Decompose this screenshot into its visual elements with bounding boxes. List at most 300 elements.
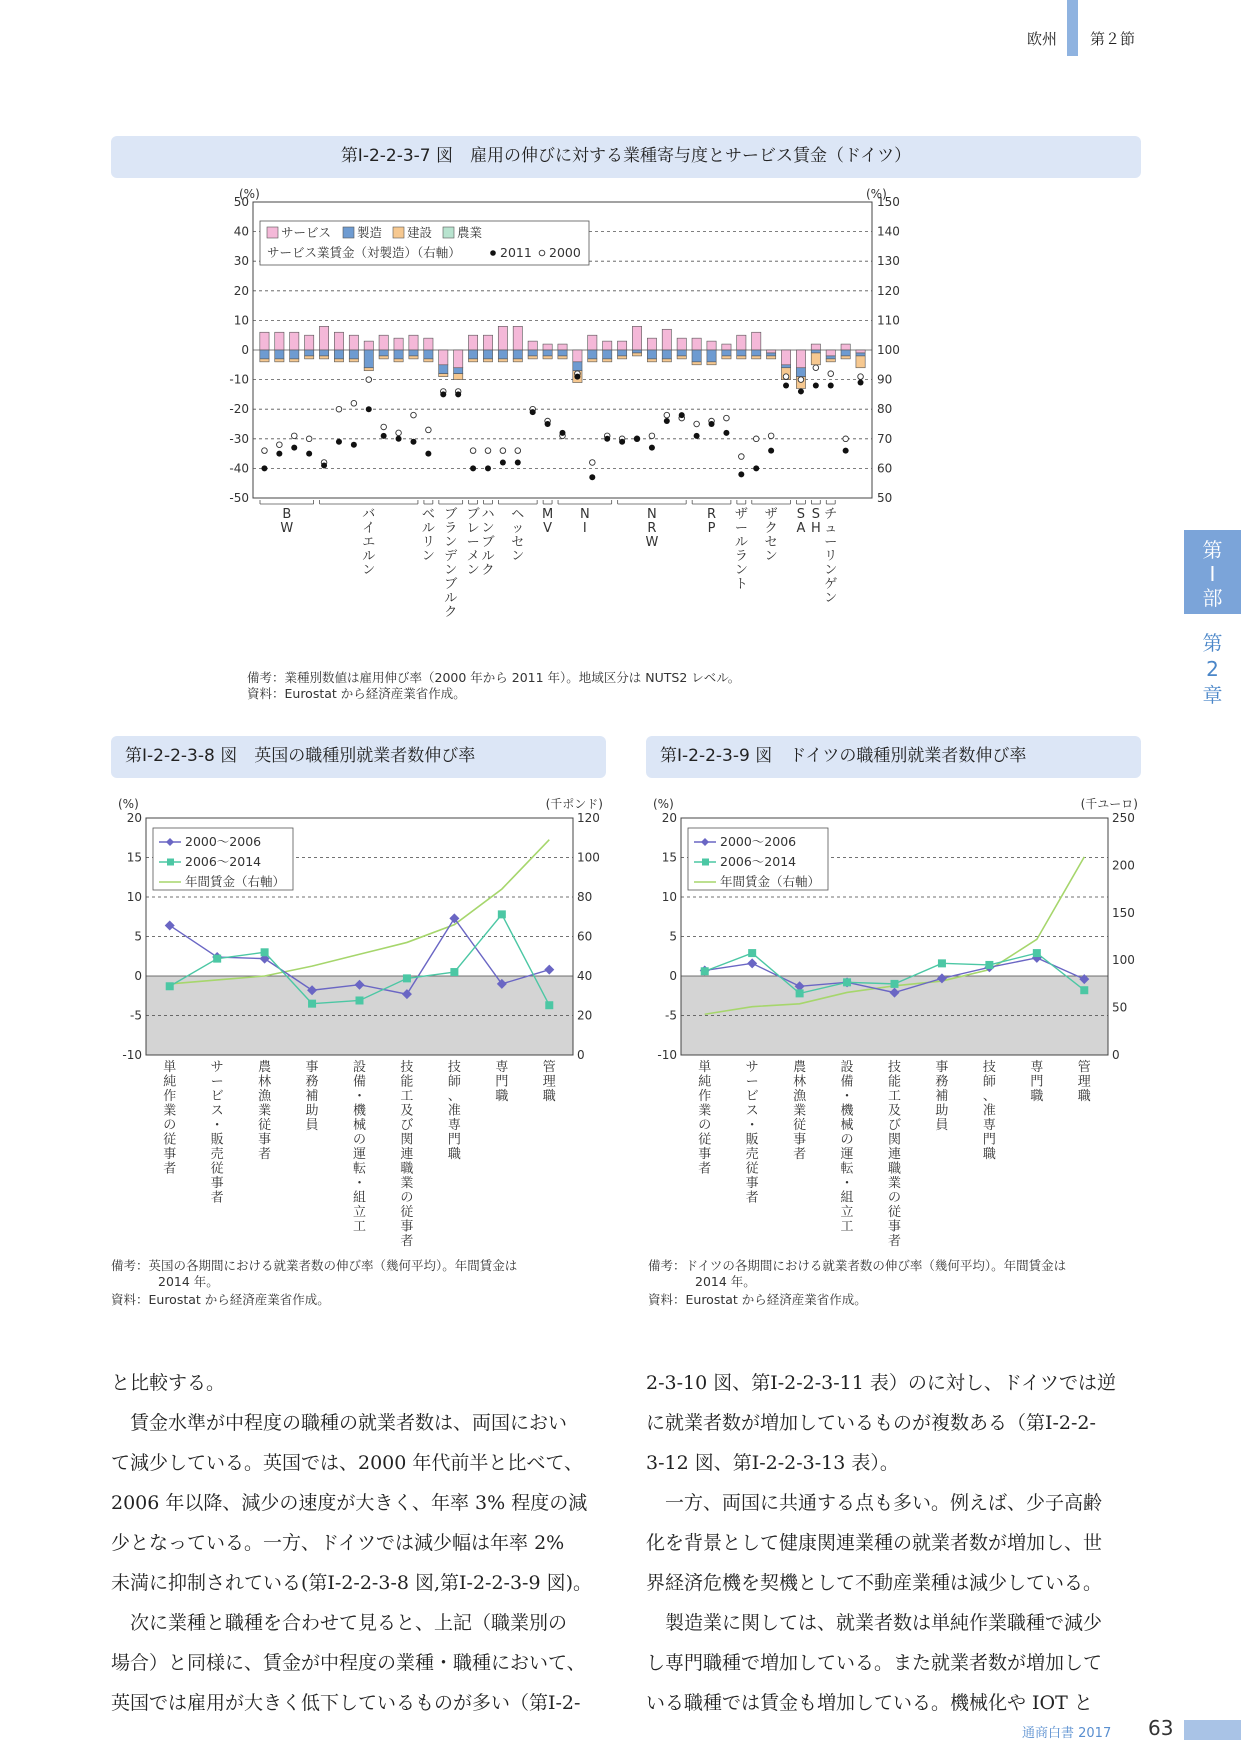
fig3-y-tick: 10 — [661, 890, 677, 904]
fig2-legend-label: 2000〜2006 — [185, 834, 262, 849]
fig1-bar — [856, 353, 865, 356]
footer-title: 通商白書 2017 — [1022, 1726, 1112, 1741]
fig1-bar — [528, 356, 537, 359]
fig2-category-label: 設備・機械の運転・組立工 — [352, 1060, 367, 1235]
body-line: 賃金水準が中程度の職種の就業者数は、両国におい — [111, 1412, 568, 1434]
fig1-y2-tick: 50 — [877, 491, 893, 505]
fig1-bar — [588, 335, 597, 350]
fig1-bar — [826, 359, 835, 362]
fig1-bar — [498, 350, 507, 359]
fig2-title: 第Ⅰ-2-2-3-8 図 英国の職種別就業者数伸び率 — [111, 736, 606, 778]
fig3-point-2006-2014 — [985, 961, 993, 969]
fig1-dot-2000 — [500, 448, 506, 454]
fig2-y-tick: 0 — [134, 969, 142, 983]
fig1-dot-2011 — [470, 465, 476, 471]
fig1-bar — [260, 332, 269, 350]
body-line: 2-3-10 図、第Ⅰ-2-2-3-11 表）のに対し、ドイツでは逆 — [646, 1372, 1116, 1394]
body-line: に就業者数が増加しているものが複数ある（第Ⅰ-2-2- — [646, 1412, 1096, 1434]
fig2-category-label: 事務補助員 — [305, 1060, 319, 1133]
fig1-bar — [275, 359, 284, 362]
fig1-dot-2011 — [783, 383, 789, 389]
fig1-bar — [558, 350, 567, 356]
fig1-dot-2011 — [574, 374, 580, 380]
fig1-bar — [603, 341, 612, 350]
fig2-category-label: 農林漁業従事者 — [258, 1060, 272, 1162]
fig1-dot-2011 — [351, 442, 357, 448]
fig1-bar — [439, 350, 448, 365]
body-line: 次に業種と職種を合わせて見ると、上記（職業別の — [111, 1612, 568, 1634]
fig1-bar — [543, 344, 552, 350]
fig1-dot-2000 — [694, 421, 700, 427]
fig2-legend-label: 2006〜2014 — [185, 854, 262, 869]
fig1-dot-2011 — [425, 451, 431, 457]
fig1-dot-2000 — [381, 424, 387, 430]
fig1-bar — [677, 338, 686, 350]
fig2-y-tick: 15 — [126, 850, 142, 865]
fig1-bar — [677, 350, 686, 356]
fig1-bar — [632, 350, 641, 353]
fig1-group-label: ザールラント — [734, 507, 748, 592]
chapter-tab-label: 第 2 章 — [1202, 631, 1223, 707]
fig1-dot-2011 — [709, 421, 715, 427]
fig2-point-2006-2014 — [166, 982, 174, 990]
fig2-y-tick: -10 — [122, 1048, 142, 1062]
fig1-dot-2011 — [634, 436, 640, 442]
fig1-bar — [692, 350, 701, 362]
fig1-dot-2011 — [545, 421, 551, 427]
body-line: し専門職種で増加している。また就業者数が増加して — [646, 1652, 1103, 1674]
fig1-bar — [826, 350, 835, 356]
fig2-category-label: 単純作業の従事者 — [163, 1060, 177, 1177]
fig1-bar — [513, 326, 522, 350]
fig1-dot-2011 — [515, 459, 521, 465]
fig3-y2-tick: 250 — [1112, 811, 1135, 825]
fig1-y2-tick: 130 — [877, 254, 900, 269]
fig1-bar — [632, 326, 641, 350]
fig2-category-label: 技師、准専門職 — [447, 1060, 461, 1162]
fig2-y-tick: 5 — [134, 929, 142, 944]
fig1-legend-dot-2000 — [539, 250, 545, 256]
fig1-bar — [722, 344, 731, 350]
fig1-bar — [617, 350, 626, 356]
fig3-y2-tick: 200 — [1112, 858, 1135, 873]
fig1-bar — [498, 326, 507, 350]
fig1-y-tick: 50 — [233, 195, 249, 209]
fig1-group-label: N R W — [645, 507, 659, 550]
fig1-dot-2000 — [336, 406, 342, 412]
fig2-point-2006-2014 — [356, 996, 364, 1004]
fig1-bar — [767, 353, 776, 356]
fig1-group-label: ブレーメン — [466, 507, 480, 578]
fig1-bar — [662, 350, 671, 359]
fig1-y2-tick: 80 — [877, 402, 893, 417]
fig1-bar — [811, 350, 820, 353]
fig2-y2-tick: 100 — [577, 850, 600, 865]
fig1-dot-2011 — [306, 451, 312, 457]
fig1-dot-2011 — [813, 383, 819, 389]
fig1-dot-2011 — [753, 465, 759, 471]
fig1-bar — [439, 365, 448, 374]
fig1-legend-label: 農業 — [457, 225, 483, 240]
fig1-dot-2000 — [426, 427, 432, 433]
fig1-bar — [409, 356, 418, 359]
fig1-group-label: ザクセン — [764, 507, 778, 564]
fig1-dot-2000 — [396, 430, 402, 436]
fig1-bar — [722, 350, 731, 356]
fig1-title: 第Ⅰ-2-2-3-7 図 雇用の伸びに対する業種寄与度とサービス賃金（ドイツ） — [111, 136, 1141, 178]
fig1-legend-2000: 2000 — [549, 245, 581, 260]
fig1-bar — [424, 359, 433, 362]
fig1-dot-2011 — [604, 436, 610, 442]
fig1-dot-2000 — [843, 436, 849, 442]
fig3-category-label: 専門職 — [1030, 1060, 1044, 1104]
fig3-y2-unit: (千ユーロ) — [1080, 797, 1138, 811]
fig1-bar — [349, 350, 358, 359]
fig3-category-label: 技能工及び関連職業の従事者 — [887, 1060, 902, 1249]
fig1-bar — [752, 356, 761, 359]
fig3-category-label: 技師、准専門職 — [982, 1060, 996, 1162]
fig1-dot-2000 — [470, 448, 476, 454]
fig3-point-2006-2014 — [891, 980, 899, 988]
fig1-bar — [439, 374, 448, 377]
fig1-y2-tick: 60 — [877, 461, 893, 476]
fig1-bar — [752, 350, 761, 356]
fig1-bar — [334, 332, 343, 350]
fig2-category-label: 専門職 — [495, 1060, 509, 1104]
fig1-bar — [275, 332, 284, 350]
fig3-legend-label: 2006〜2014 — [720, 854, 797, 869]
fig3-y2-tick: 100 — [1112, 953, 1135, 968]
fig1-dot-2011 — [321, 462, 327, 468]
fig1-group-label: N I — [579, 507, 590, 536]
fig1-bar — [781, 365, 790, 368]
fig1-bar — [513, 350, 522, 359]
fig2-point-2006-2014 — [450, 968, 458, 976]
fig1-bar — [275, 350, 284, 359]
fig1-dot-2011 — [261, 465, 267, 471]
fig2-chart — [111, 788, 611, 1250]
fig1-bar — [468, 350, 477, 359]
fig1-bar — [543, 350, 552, 356]
fig1-bar — [796, 350, 805, 368]
fig1-dot-2011 — [858, 380, 864, 386]
fig1-y2-unit: (%) — [866, 187, 887, 201]
fig3-point-2000-2006 — [747, 958, 757, 968]
fig1-bar — [707, 362, 716, 365]
fig2-note-cont: 2014 年。 — [158, 1274, 219, 1289]
fig2-category-label: 技能工及び関連職業の従事者 — [400, 1060, 414, 1249]
fig1-legend-swatch — [267, 227, 278, 238]
fig3-y-tick: -10 — [657, 1048, 677, 1062]
body-left-column — [111, 1363, 611, 1723]
fig2-point-2000-2006 — [544, 965, 554, 975]
fig1-dot-2011 — [589, 474, 595, 480]
fig1-group-label: S A — [796, 507, 806, 536]
fig2-legend-label: 年間賃金（右軸） — [185, 874, 286, 889]
fig1-bar — [290, 359, 299, 362]
fig1-y-tick: -20 — [229, 402, 249, 417]
fig1-bar — [826, 356, 835, 359]
fig1-bar — [290, 350, 299, 359]
fig1-bar — [737, 356, 746, 359]
fig3-y-tick: 20 — [661, 811, 677, 825]
fig1-dot-2011 — [410, 439, 416, 445]
fig3-source: 資料：Eurostat から経済産業省作成。 — [648, 1292, 867, 1307]
body-line: 2006 年以降、減少の速度が大きく、年率 3% 程度の減 — [111, 1492, 588, 1514]
header-section: 第２節 — [1090, 30, 1136, 48]
fig1-group-label: B W — [280, 507, 294, 536]
fig1-bar — [513, 359, 522, 362]
fig1-bar — [468, 335, 477, 350]
fig1-dot-2011 — [768, 448, 774, 454]
fig3-legend-square — [702, 859, 709, 866]
fig3-category-label: 農林漁業従事者 — [793, 1060, 807, 1162]
fig3-y-tick: 5 — [669, 929, 677, 944]
fig1-bar — [722, 356, 731, 359]
fig1-bar — [767, 356, 776, 359]
fig3-category-label: 事務補助員 — [935, 1060, 949, 1133]
fig3-point-2006-2014 — [843, 978, 851, 986]
fig1-bar — [528, 341, 537, 350]
fig1-bar — [781, 350, 790, 365]
fig1-dot-2011 — [679, 412, 685, 418]
part-tab-label: 第 I 部 — [1202, 538, 1223, 610]
fig1-bar — [364, 368, 373, 371]
fig1-dot-2000 — [366, 377, 372, 383]
fig2-y2-tick: 120 — [577, 811, 600, 825]
fig1-y-tick: 10 — [233, 313, 249, 328]
fig1-bar — [379, 335, 388, 350]
fig1-legend-dot-2011 — [490, 250, 496, 256]
fig3-y-tick: 0 — [669, 969, 677, 983]
fig1-legend-dots-label: サービス業賃金（対製造）（右軸） — [267, 245, 461, 260]
header-region: 欧州 — [1027, 30, 1058, 48]
fig1-bar — [334, 359, 343, 362]
fig1-bar — [752, 332, 761, 350]
fig1-bar — [424, 338, 433, 350]
fig1-bar — [617, 341, 626, 350]
fig1-bar — [737, 350, 746, 356]
fig1-dot-2011 — [291, 445, 297, 451]
fig1-bar — [588, 350, 597, 359]
fig1-dot-2000 — [768, 433, 774, 439]
part-tab — [1184, 530, 1241, 614]
fig2-note: 備考：英国の各期間における就業者数の伸び率（幾何平均）。年間賃金は — [111, 1258, 518, 1273]
body-line: 英国では雇用が大きく低下しているものが多い（第Ⅰ-2- — [111, 1692, 581, 1714]
fig1-bar — [677, 356, 686, 359]
footer-accent-bar — [1184, 1720, 1241, 1740]
fig1-bar — [811, 344, 820, 350]
fig2-source: 資料：Eurostat から経済産業省作成。 — [111, 1292, 330, 1307]
fig1-dot-2011 — [560, 430, 566, 436]
fig1-y2-tick: 120 — [877, 283, 900, 298]
fig1-bar — [305, 350, 314, 356]
fig1-bar — [692, 362, 701, 365]
page-number: 63 — [1148, 1716, 1174, 1740]
fig1-dot-2011 — [843, 448, 849, 454]
fig1-dot-2000 — [753, 436, 759, 442]
fig1-dot-2011 — [649, 445, 655, 451]
fig1-bar — [856, 350, 865, 353]
fig1-bar — [290, 332, 299, 350]
fig3-category-label: 単純作業の従事者 — [698, 1060, 712, 1177]
fig1-dot-2000 — [590, 460, 596, 466]
fig3-point-2006-2014 — [796, 989, 804, 997]
fig1-bar — [468, 359, 477, 362]
fig1-dot-2011 — [619, 439, 625, 445]
fig1-bar — [737, 335, 746, 350]
fig2-y-unit: (%) — [118, 797, 139, 811]
fig1-note: 備考：業種別数値は雇用伸び率（2000 年から 2011 年）。地域区分は NUTS2 レベル。 — [247, 670, 741, 685]
fig2-y2-tick: 20 — [577, 1008, 593, 1023]
fig3-y-unit: (%) — [653, 797, 674, 811]
fig1-legend-swatch — [343, 227, 354, 238]
fig3-note-cont: 2014 年。 — [695, 1274, 756, 1289]
fig1-bar — [305, 356, 314, 359]
fig1-bar — [617, 356, 626, 359]
fig2-legend-square — [167, 859, 174, 866]
fig1-dot-2011 — [738, 471, 744, 477]
fig1-dot-2011 — [366, 406, 372, 412]
fig1-y-tick: 40 — [233, 224, 249, 239]
fig1-y2-tick: 110 — [877, 313, 900, 328]
fig1-bar — [498, 359, 507, 362]
body-line: いる職種では賃金も増加している。機械化や IOT と — [646, 1692, 1093, 1714]
body-line: 3-12 図、第Ⅰ-2-2-3-13 表）。 — [646, 1452, 899, 1474]
fig1-bar — [603, 350, 612, 359]
fig1-bar — [483, 350, 492, 359]
fig1-bar — [647, 359, 656, 362]
fig1-bar — [707, 341, 716, 350]
fig1-dot-2011 — [500, 459, 506, 465]
fig3-category-label: 管理職 — [1077, 1060, 1091, 1104]
fig1-bar — [319, 350, 328, 356]
fig1-group-label: ベルリン — [421, 507, 435, 564]
fig1-group-label: ブランデンブルク — [444, 507, 458, 620]
fig1-dot-2000 — [262, 448, 268, 454]
fig3-point-2006-2014 — [938, 959, 946, 967]
fig3-category-label: サービス・販売従事者 — [745, 1060, 759, 1206]
fig1-bar — [483, 359, 492, 362]
fig1-bar — [528, 350, 537, 356]
fig3-chart — [646, 788, 1146, 1250]
fig2-y-tick: -5 — [130, 1008, 142, 1023]
body-line: て減少している。英国では、2000 年代前半と比べて、 — [111, 1452, 584, 1474]
fig2-y2-tick: 60 — [577, 929, 593, 944]
fig1-y-tick: 0 — [241, 343, 249, 357]
body-line: 場合）と同様に、賃金が中程度の業種・職種において、 — [111, 1652, 586, 1674]
fig1-group-label: ハンブルク — [481, 507, 495, 578]
fig1-y-tick: -10 — [229, 372, 249, 387]
fig3-point-2006-2014 — [1033, 949, 1041, 957]
fig2-point-2006-2014 — [545, 1001, 553, 1009]
fig2-y2-tick: 0 — [577, 1048, 585, 1062]
fig1-bar — [796, 368, 805, 377]
fig1-bar — [647, 350, 656, 359]
fig1-y-tick: 20 — [233, 283, 249, 298]
fig1-dot-2011 — [336, 439, 342, 445]
fig2-y2-tick: 80 — [577, 890, 593, 904]
fig2-point-2006-2014 — [308, 1000, 316, 1008]
body-right-column — [646, 1363, 1146, 1723]
fig1-dot-2011 — [276, 451, 282, 457]
fig1-y2-tick: 140 — [877, 224, 900, 239]
fig1-y2-tick: 70 — [877, 431, 893, 446]
fig1-bar — [394, 350, 403, 359]
fig1-bar — [334, 350, 343, 359]
fig1-group-label: S H — [810, 507, 821, 536]
fig2-point-2000-2006 — [165, 920, 175, 930]
fig1-dot-2000 — [813, 365, 819, 371]
fig1-group-label: ヘッセン — [511, 507, 525, 564]
fig1-group-label: M V — [541, 507, 554, 536]
fig1-y-tick: 30 — [233, 254, 249, 269]
fig1-dot-2000 — [858, 374, 864, 380]
fig3-point-2006-2014 — [701, 967, 709, 975]
header-accent-bar — [1067, 0, 1078, 56]
fig1-bar — [409, 335, 418, 350]
fig1-bar — [305, 335, 314, 350]
fig2-y2-tick: 40 — [577, 969, 593, 983]
fig3-y2-tick: 0 — [1112, 1048, 1120, 1062]
fig1-source: 資料：Eurostat から経済産業省作成。 — [247, 686, 466, 701]
fig1-dot-2011 — [664, 418, 670, 424]
fig1-bar — [454, 350, 463, 368]
fig2-category-label: サービス・販売従事者 — [210, 1060, 224, 1206]
fig1-dot-2000 — [291, 433, 297, 439]
fig1-dot-2011 — [530, 409, 536, 415]
fig3-y-tick: 15 — [661, 850, 677, 865]
fig1-bar — [394, 338, 403, 350]
fig1-bar — [349, 335, 358, 350]
fig1-group-label: バイエルン — [362, 507, 376, 578]
fig1-bar — [662, 359, 671, 362]
fig1-bar — [573, 350, 582, 362]
fig1-bar — [483, 335, 492, 350]
fig1-bar — [558, 344, 567, 350]
fig1-dot-2000 — [485, 448, 491, 454]
fig1-dot-2011 — [455, 391, 461, 397]
fig1-dot-2000 — [798, 377, 804, 383]
fig3-y2-tick: 50 — [1112, 1000, 1128, 1015]
fig1-bar — [588, 359, 597, 362]
fig1-legend-2011: 2011 — [500, 245, 532, 260]
fig1-legend-swatch — [393, 227, 404, 238]
fig1-y-unit: (%) — [239, 187, 260, 201]
fig1-bar — [603, 359, 612, 362]
fig1-dot-2011 — [694, 433, 700, 439]
fig3-y-tick: -5 — [665, 1008, 677, 1023]
fig1-bar — [424, 350, 433, 359]
fig1-y-tick: -40 — [229, 461, 249, 476]
fig1-bar — [811, 353, 820, 365]
fig3-category-label: 設備・機械の運転・組立工 — [840, 1060, 854, 1235]
fig1-bar — [632, 353, 641, 356]
fig1-dot-2000 — [515, 448, 521, 454]
body-line: 未満に抑制されている(第Ⅰ-2-2-3-8 図,第Ⅰ-2-2-3-9 図)。 — [111, 1572, 593, 1594]
fig1-dot-2000 — [724, 415, 730, 421]
fig1-dot-2000 — [649, 433, 655, 439]
fig1-dot-2000 — [783, 374, 789, 380]
fig1-bar — [841, 344, 850, 350]
fig1-dot-2000 — [277, 442, 283, 448]
fig3-point-2006-2014 — [748, 949, 756, 957]
fig1-bar — [707, 350, 716, 362]
fig2-y-tick: 20 — [126, 811, 142, 825]
fig2-y2-unit: (千ポンド) — [545, 797, 603, 811]
fig1-legend-swatch — [443, 227, 454, 238]
fig1-bar — [260, 350, 269, 359]
